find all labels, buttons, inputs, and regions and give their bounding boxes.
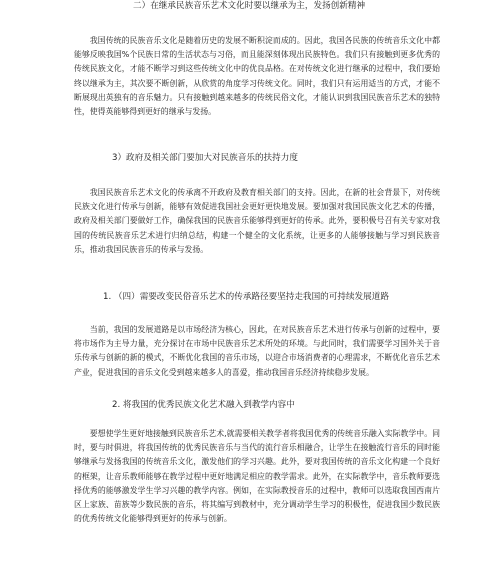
section-heading-government: 3）政府及相关部门要加大对民族音乐的扶持力度 — [112, 153, 298, 163]
section-heading-teaching: 2. 将我国的优秀民族文化艺术融入到教学内容中 — [112, 400, 295, 410]
section-heading-inheritance: 二）在继承民族音乐艺术文化时要以继承为主，发扬创新精神 — [133, 1, 366, 11]
paragraph-government: 我国民族音乐艺术文化的传承离不开政府及教育相关部门的支持。因此，在新的社会背景下，对传统民族文化进行传承与创新，能够有效促进我国社会更好更快地发展。要加强对我国民族文化艺术的传播，政府及相关部门要做好工作，确保我国的民族音乐能够得到更好的传承。此外，要积极号召有关专家对我国的传统民族音乐艺术进行归纳总结，构建一个健全的文化系统，让更多的人能够接触与学习到民族音乐，推动我国民族音乐的传承与发扬。 — [74, 188, 440, 254]
paragraph-market: 当前，我国的发展道路是以市场经济为核心，因此，在对民族音乐艺术进行传承与创新的过程中，要将市场作为主导力量，充分探讨在市场中民族音乐艺术所处的环境。与此同时，我们需要学习国外关于音乐传承与创新的新的模式，不断优化我国的音乐市场，以迎合市场消费者的心理需求，不断优化音乐艺术产业，促进我国的音乐文化受到越来越多人的喜爱，推动我国音乐经济持续稳步发展。 — [74, 325, 440, 377]
section-heading-market: 1. （四）需要改变民俗音乐艺术的传承路径要坚持走我国的可持续发展道路 — [103, 292, 389, 302]
paragraph-teaching: 要想使学生更好地接触到民族音乐艺术,就需要相关教学者将我国优秀的传统音乐融入实际教学中。同时，要与时俱进，将我国传统的优秀民族音乐与当代的流行音乐相融合，让学生在接触流行音乐的同时能够继承与发扬我国的传统音乐文化，激发他们的学习兴趣。此外，要对我国传统的音乐文化构建一个良好的框架，让音乐教师能够在教学过程中更好地满足相应的教学需求。此外，在实际教学中，音乐教师要选择优秀的能够激发学生学习兴趣的教学内容。例如，在实际教授音乐的过程中，教师可以选取我国西南片区上家族、苗族等少数民族的音乐，将其编写到教材中，充分调动学生学习的积极性，促进我国少数民族的优秀传统文化能够得到更好的传承与创新。 — [74, 429, 440, 524]
paragraph-inheritance: 我国传统的民族音乐文化是随着历史的发展不断积淀而成的。因此，我国各民族的传统音乐文化中都能够反映我国%个民族日常的生活状态与习俗，而且能深刻体现出民族特色。我们只有接触到更多优秀的传统民族文化，才能不断学习到这些传统文化中的优良品格。在对传统文化进行继承的过程中，我们要始终以继承为主，其次要不断创新，从欣赏的角度学习传统文化。同时，我们只有运用适当的方式，才能不断展现出英独有的音乐魅力。只有接触到越来越多的传统民俗文化，才能认识到我国民族音乐艺术的独特性，使得英能够得到更好的继承与发扬。 — [74, 36, 440, 117]
